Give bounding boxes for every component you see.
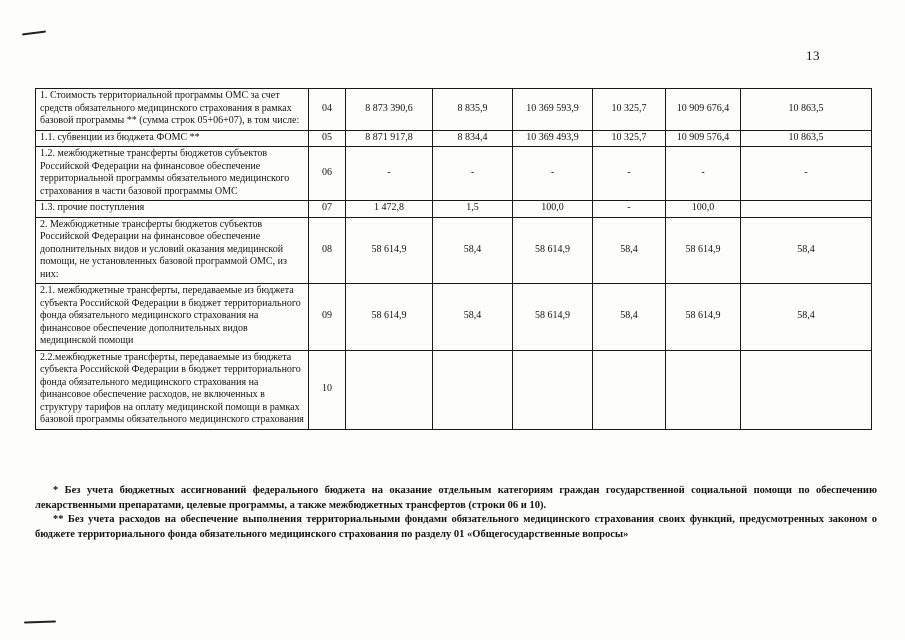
budget-table [35, 88, 872, 430]
row-value: - [593, 201, 666, 218]
row-value: 58,4 [741, 284, 872, 351]
row-code: 05 [309, 130, 346, 147]
table-row [36, 130, 872, 147]
scan-artifact [24, 620, 56, 623]
row-value [513, 350, 593, 429]
row-value: 58,4 [433, 217, 513, 284]
table-row [36, 284, 872, 351]
row-value: 8 873 390,6 [346, 89, 433, 131]
row-value [741, 350, 872, 429]
row-value: 10 369 593,9 [513, 89, 593, 131]
row-label: 2.1. межбюджетные трансферты, передаваемые из бюджета субъекта Российской Федерации в бюджет территориального фонда обязательного медицинского страхования на финансовое обеспечение дополнительных видов медицинской помощи [36, 284, 309, 351]
row-code: 07 [309, 201, 346, 218]
row-value: 58 614,9 [513, 284, 593, 351]
table-row [36, 350, 872, 429]
row-value: 10 909 576,4 [666, 130, 741, 147]
table-row [36, 217, 872, 284]
row-value: 58 614,9 [346, 217, 433, 284]
footnote-single-asterisk: * Без учета бюджетных ассигнований федерального бюджета на оказание отдельным категориям граждан государственной социальной помощи по обеспечению лекарственными препаратами, целевые программы, а также межбюджетных трансфертов (строки 06 и 10). [35, 485, 877, 511]
row-code: 10 [309, 350, 346, 429]
budget-table-body [36, 89, 872, 430]
table-row [36, 147, 872, 201]
row-label: 2.2.межбюджетные трансферты, передаваемые из бюджета субъекта Российской Федерации в бюджет территориального фонда обязательного медицинского страхования на финансовое обеспечение расходов, не включенных в структуру тарифов на оплату медицинской помощи в рамках базовой программы обязательного медицинского страхования [36, 350, 309, 429]
row-value: 8 835,9 [433, 89, 513, 131]
row-value: 58 614,9 [346, 284, 433, 351]
row-value: 58 614,9 [513, 217, 593, 284]
row-value: - [433, 147, 513, 201]
row-value: 10 325,7 [593, 89, 666, 131]
row-value [666, 350, 741, 429]
footnote-double-asterisk: ** Без учета расходов на обеспечение выполнения территориальными фондами обязательного медицинского страхования своих функций, предусмотренных законом о бюджете территориального фонда обязательного медицинского страхования по разделу 01 «Общегосударственные вопросы» [35, 514, 877, 541]
row-value [593, 350, 666, 429]
page-number: 13 [806, 48, 820, 63]
row-value: 10 369 493,9 [513, 130, 593, 147]
row-value: 10 325,7 [593, 130, 666, 147]
row-value: 10 863,5 [741, 89, 872, 131]
row-value: 100,0 [666, 201, 741, 218]
row-code: 08 [309, 217, 346, 284]
row-label: 1. Стоимость территориальной программы ОМС за счет средств обязательного медицинского страхования в рамках базовой программы ** (сумма строк 05+06+07), в том числе: [36, 89, 309, 131]
row-value [346, 350, 433, 429]
row-value: 1 472,8 [346, 201, 433, 218]
row-code: 04 [309, 89, 346, 131]
row-value: 8 871 917,8 [346, 130, 433, 147]
table-row [36, 201, 872, 218]
row-value: 10 863,5 [741, 130, 872, 147]
row-value: - [741, 147, 872, 201]
row-label: 1.2. межбюджетные трансферты бюджетов субъектов Российской Федерации на финансовое обеспечение территориальной программы обязательного медицинского страхования в части базовой программы ОМС [36, 147, 309, 201]
row-value: - [513, 147, 593, 201]
row-value: 58 614,9 [666, 284, 741, 351]
row-value: 1,5 [433, 201, 513, 218]
row-value: - [346, 147, 433, 201]
row-value: 58 614,9 [666, 217, 741, 284]
row-value: 100,0 [513, 201, 593, 218]
row-label: 2. Межбюджетные трансферты бюджетов субъектов Российской Федерации на финансовое обеспечение дополнительных видов и условий оказания медицинской помощи, не установленных базовой программой ОМС, из них: [36, 217, 309, 284]
row-value: 8 834,4 [433, 130, 513, 147]
table-row [36, 89, 872, 131]
footnotes-block [35, 484, 877, 543]
row-value: 58,4 [593, 284, 666, 351]
row-label: 1.3. прочие поступления [36, 201, 309, 218]
row-value: - [593, 147, 666, 201]
scan-artifact [22, 31, 46, 36]
row-label: 1.1. субвенции из бюджета ФОМС ** [36, 130, 309, 147]
row-value: 58,4 [433, 284, 513, 351]
row-value [741, 201, 872, 218]
row-value: 58,4 [593, 217, 666, 284]
row-value: 58,4 [741, 217, 872, 284]
row-value [433, 350, 513, 429]
row-code: 06 [309, 147, 346, 201]
row-value: 10 909 676,4 [666, 89, 741, 131]
row-code: 09 [309, 284, 346, 351]
row-value: - [666, 147, 741, 201]
